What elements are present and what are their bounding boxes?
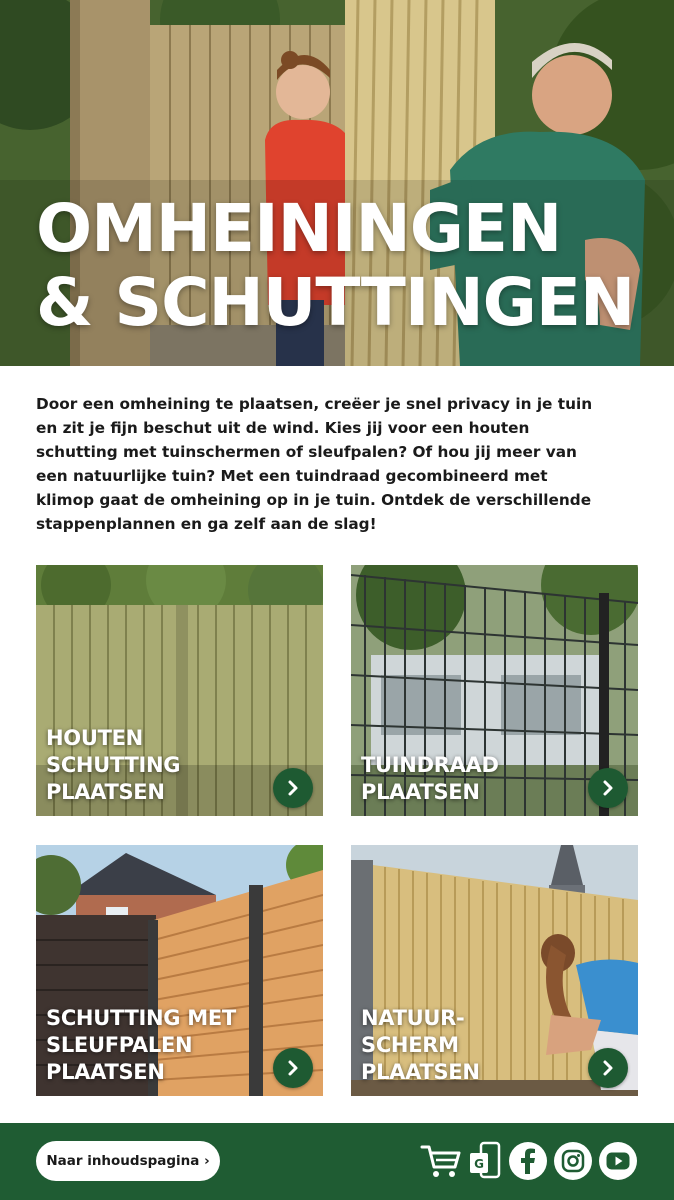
youtube-icon[interactable] [599, 1142, 637, 1180]
tile-tuindraad[interactable] [351, 565, 638, 816]
tile-label-line: HOUTEN [46, 726, 143, 750]
tile-label-line: PLAATSEN [361, 780, 480, 804]
chevron-right-icon[interactable] [273, 1048, 313, 1088]
tile-label [46, 1005, 236, 1086]
tile-label-line: SLEUFPALEN [46, 1033, 193, 1057]
facebook-icon[interactable] [509, 1142, 547, 1180]
page-title-line-2: & SCHUTTINGEN [36, 264, 635, 341]
tile-label-line: PLAATSEN [46, 780, 165, 804]
tile-label [361, 1005, 480, 1086]
chevron-right-icon[interactable] [273, 768, 313, 808]
tile-label-line: NATUUR- [361, 1006, 465, 1030]
tile-label-line: PLAATSEN [46, 1060, 165, 1084]
intro-paragraph: Door een omheining te plaatsen, creëer je snel privacy in je tuin en zit je fijn beschut uit de wind. Kies jij voor een houten schutting met tuinschermen of sleufpalen? Of hou jij meer van een natuurlijke tuin? Met een tuindraad gecombineerd met klimop gaat de omheining op in je tuin. Ontdek de verschillende stappenplannen en ga zelf aan de slag! [36, 395, 593, 533]
table-of-contents-button[interactable]: Naar inhoudspagina › [36, 1141, 220, 1181]
chevron-right-icon[interactable] [588, 768, 628, 808]
tile-label [361, 752, 499, 806]
tile-label-line: SCHERM [361, 1033, 459, 1057]
tile-label-line: SCHUTTING [46, 753, 181, 777]
hero-banner [0, 0, 674, 366]
page-title [36, 192, 634, 340]
page-title-line-1: OMHEININGEN [36, 190, 562, 267]
tile-label-line: TUINDRAAD [361, 753, 499, 777]
tile-label [46, 725, 180, 806]
tile-schutting-sleufpalen[interactable] [36, 845, 323, 1096]
svg-text:G: G [474, 1157, 484, 1171]
tile-label-line: PLAATSEN [361, 1060, 480, 1084]
app-icon[interactable] [466, 1142, 504, 1180]
cart-icon[interactable] [420, 1142, 462, 1180]
chevron-right-icon[interactable] [588, 1048, 628, 1088]
tile-natuurscherm[interactable] [351, 845, 638, 1096]
instagram-icon[interactable] [554, 1142, 592, 1180]
tile-label-line: SCHUTTING MET [46, 1006, 236, 1030]
footer-bar [0, 1123, 674, 1200]
tile-houten-schutting[interactable] [36, 565, 323, 816]
